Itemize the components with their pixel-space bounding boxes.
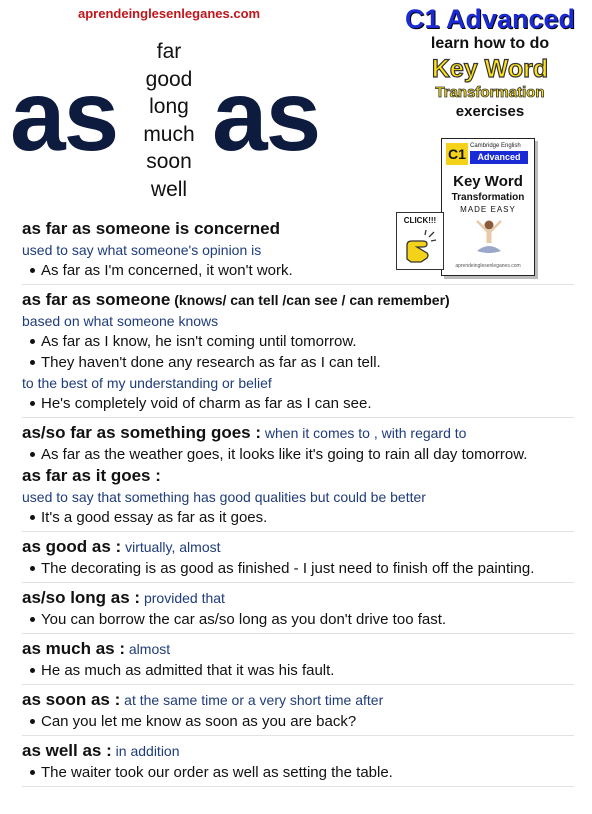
example-text: The decorating is as good as finished - I just need to finish off the painting. xyxy=(41,560,535,577)
definition: based on what someone knows xyxy=(22,313,219,329)
expression-title: as far as someone is concerned xyxy=(22,219,280,238)
expression-section xyxy=(22,532,574,583)
promo-line: learn how to do xyxy=(430,35,550,52)
expression-title: as well as : xyxy=(22,741,112,760)
promo-exercises: exercises xyxy=(455,103,525,120)
expression-title: as/so long as : xyxy=(22,588,141,607)
example-text: As far as I'm concerned, it won't work. xyxy=(41,262,293,279)
book-made-easy: MADE EASY xyxy=(460,205,516,214)
middle-word: well xyxy=(150,177,188,201)
expression-title: as good as : xyxy=(22,537,122,556)
big-as-right: as xyxy=(212,60,320,172)
inline-definition: almost xyxy=(125,641,171,657)
example xyxy=(22,660,574,681)
site-url[interactable]: aprendeinglesenleganes.com xyxy=(78,6,261,21)
bullet-icon xyxy=(30,401,35,406)
example xyxy=(22,260,574,281)
example xyxy=(22,352,574,373)
definition: used to say what someone's opinion is xyxy=(22,242,262,258)
definition: to the best of my understanding or belief xyxy=(22,375,272,391)
click-label: CLICK!!! xyxy=(403,216,437,225)
promo-key-word: Key Word xyxy=(431,55,549,83)
inline-definition: at the same time or a very short time after xyxy=(120,692,384,708)
expression-heading xyxy=(22,218,574,240)
book-cambridge: Cambridge English xyxy=(470,143,521,149)
expression-section xyxy=(22,634,574,685)
inline-definition: virtually, almost xyxy=(121,539,221,555)
book-transformation: Transformation xyxy=(451,192,525,203)
inline-definition: in addition xyxy=(111,743,180,759)
example-text: He's completely void of charm as far as I can see. xyxy=(41,395,372,412)
expression-title: as far as someone xyxy=(22,290,171,309)
bullet-icon xyxy=(30,566,35,571)
example-text: As far as I know, he isn't coming until tomorrow. xyxy=(41,333,357,350)
book-advanced: Advanced xyxy=(470,151,528,164)
big-as-left: as xyxy=(10,60,118,172)
expression-section xyxy=(22,418,574,532)
expression-heading xyxy=(22,689,574,711)
example xyxy=(22,711,574,732)
example-text: The waiter took our order as well as setting the table. xyxy=(41,764,393,781)
example xyxy=(22,393,574,414)
bullet-icon xyxy=(30,668,35,673)
expression-title: as far as it goes : xyxy=(22,466,161,485)
bullet-icon xyxy=(30,339,35,344)
middle-word-stack xyxy=(132,38,206,203)
bullet-icon xyxy=(30,770,35,775)
example-text: He as much as admitted that it was his fault. xyxy=(41,662,335,679)
expression-heading xyxy=(22,740,574,762)
example xyxy=(22,331,574,352)
promo-title: C1 Advanced xyxy=(404,4,576,34)
book-header xyxy=(446,143,530,167)
example xyxy=(22,444,574,465)
expression-section xyxy=(22,583,574,634)
middle-word: good xyxy=(145,67,193,91)
example xyxy=(22,609,574,630)
expression-heading xyxy=(22,587,574,609)
expression-list xyxy=(22,214,574,787)
example xyxy=(22,762,574,783)
example xyxy=(22,558,574,579)
inline-definition: provided that xyxy=(140,590,225,606)
expression-heading xyxy=(22,638,574,660)
example-text: Can you let me know as soon as you are back? xyxy=(41,713,357,730)
expression-section xyxy=(22,214,574,285)
example-text: They haven't done any research as far as I can tell. xyxy=(41,354,381,371)
promo-banner[interactable] xyxy=(392,4,588,122)
example-text: As far as the weather goes, it looks like it's going to rain all day tomorrow. xyxy=(41,446,528,463)
expression-heading xyxy=(22,422,574,444)
expression-title: as much as : xyxy=(22,639,125,658)
middle-word: soon xyxy=(146,150,192,173)
example-text: You can borrow the car as/so long as you don't drive too fast. xyxy=(41,611,447,628)
expression-heading xyxy=(22,536,574,558)
book-key-word: Key Word xyxy=(453,173,523,190)
middle-word: much xyxy=(143,122,195,146)
definition: used to say that something has good qualities but could be better xyxy=(22,489,426,505)
expression-title: as soon as : xyxy=(22,690,121,709)
expression-heading xyxy=(22,289,574,311)
bullet-icon xyxy=(30,719,35,724)
inline-definition: when it comes to , with regard to xyxy=(261,425,467,441)
expression-heading xyxy=(22,465,574,487)
expression-section xyxy=(22,285,574,418)
bullet-icon xyxy=(30,617,35,622)
expression-variants: (knows/ can tell /can see / can remember) xyxy=(170,292,450,308)
promo-transformation: Transformation xyxy=(435,84,545,101)
middle-word: long xyxy=(149,95,189,118)
expression-section xyxy=(22,685,574,736)
example-text: It's a good essay as far as it goes. xyxy=(41,509,268,526)
bullet-icon xyxy=(30,360,35,365)
expression-title: as/so far as something goes : xyxy=(22,423,262,442)
book-c1-badge: C1 xyxy=(446,143,468,165)
bullet-icon xyxy=(30,515,35,520)
bullet-icon xyxy=(30,268,35,273)
example xyxy=(22,507,574,528)
book-footer: aprendeinglesenleganes.com xyxy=(455,263,521,269)
expression-section xyxy=(22,736,574,787)
middle-word: far xyxy=(156,40,182,63)
bullet-icon xyxy=(30,452,35,457)
